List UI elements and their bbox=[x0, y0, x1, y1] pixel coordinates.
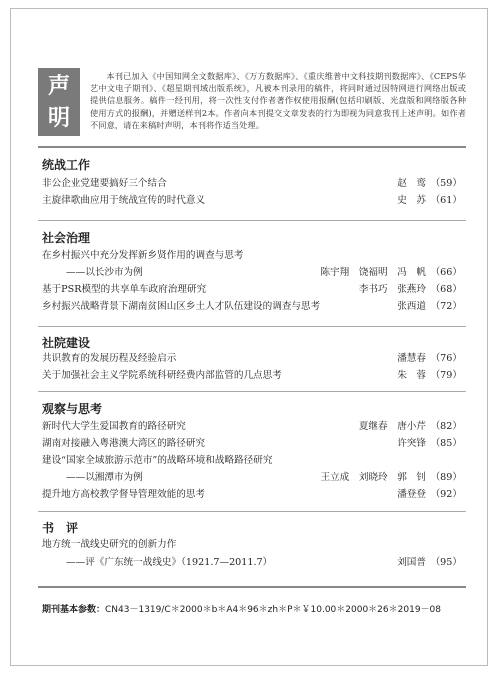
toc-entry[interactable] bbox=[42, 300, 462, 314]
entry-author: 潘慧春 bbox=[397, 353, 426, 364]
toc-entry[interactable] bbox=[42, 266, 462, 280]
journal-params bbox=[42, 602, 441, 615]
entry-title: 湖南对接融入粤港澳大湾区的路径研究 bbox=[42, 438, 206, 449]
section-title: 书 评 bbox=[42, 521, 79, 535]
toc-entry[interactable] bbox=[42, 283, 462, 297]
toc-entry[interactable] bbox=[42, 194, 462, 208]
entry-title: 新时代大学生爱国教育的路径研究 bbox=[42, 421, 186, 432]
entry-page: （66） bbox=[430, 267, 462, 278]
divider bbox=[38, 391, 466, 392]
entry-page: （92） bbox=[430, 489, 462, 500]
entry-author: 李书巧 张燕玲 bbox=[358, 284, 426, 295]
notice-text: 本刊已加入《中国知网全文数据库》、《万方数据库》、《重庆维普中文科技期刊数据库》、《CEPS华艺中文电子期刊》、《超星期刊域出版系统》，凡被本刊录用的稿件，将同时通过因特网进行网络出版或提供信息服务。稿件一经刊用，将一次性支付作者著作权使用报酬(包括印刷版、光盘版和网络版各种使用方式的报酬)，并赠送样刊2本。作者向本刊提交文章发表的行为即视为同意我刊上述声明。如作者不同意，请在来稿时声明，本刊将作适当处理。 bbox=[90, 71, 466, 130]
entry-page: （68） bbox=[430, 284, 462, 295]
entry-page: （61） bbox=[430, 195, 462, 206]
entry-title: 非公企业党建要搞好三个结合 bbox=[42, 178, 167, 189]
entry-page: （72） bbox=[430, 301, 462, 312]
entry-author: 史 苏 bbox=[397, 195, 426, 206]
entry-title: ——以湘潭市为例 bbox=[66, 472, 143, 483]
entry-title: ——评《广东统一战线史》（1921.7—2011.7） bbox=[66, 557, 273, 568]
toc-entry[interactable] bbox=[42, 420, 462, 434]
journal-params-label: 期刊基本参数： bbox=[42, 605, 106, 615]
entry-title: 关于加强社会主义学院系统科研经费内部监管的几点思考 bbox=[42, 370, 282, 381]
entry-author: 王立成 刘晓玲 郭 钊 bbox=[320, 472, 426, 483]
journal-params-value: CN43－1319/C＊2000＊b＊A4＊96＊zh＊P＊￥10.00＊2000＊26＊2019－08 bbox=[105, 605, 441, 615]
divider bbox=[38, 326, 466, 327]
entry-title: 在乡村振兴中充分发挥新乡贤作用的调查与思考 bbox=[42, 250, 244, 261]
entry-author: 许突锋 bbox=[397, 438, 426, 449]
entry-title: 主旋律歌曲应用于统战宣传的时代意义 bbox=[42, 195, 206, 206]
entry-title: 乡村振兴战略背景下湖南贫困山区乡土人才队伍建设的调查与思考 bbox=[42, 301, 321, 312]
entry-page: （95） bbox=[430, 557, 462, 568]
notice-label: 声明 bbox=[38, 68, 80, 136]
entry-page: （89） bbox=[430, 472, 462, 483]
divider bbox=[38, 220, 466, 221]
notice-block bbox=[38, 68, 466, 136]
toc-entry[interactable] bbox=[42, 177, 462, 191]
divider bbox=[38, 511, 466, 512]
divider bbox=[38, 586, 466, 588]
toc-entry[interactable] bbox=[42, 556, 462, 570]
toc-entry[interactable] bbox=[42, 488, 462, 502]
divider bbox=[38, 146, 466, 148]
entry-title: 基于PSR模型的共享单车政府治理研究 bbox=[42, 284, 207, 295]
section-title: 社会治理 bbox=[42, 231, 91, 245]
entry-page: （59） bbox=[430, 178, 462, 189]
entry-page: （82） bbox=[430, 421, 462, 432]
entry-title: ——以长沙市为例 bbox=[66, 267, 143, 278]
toc-entry[interactable] bbox=[42, 471, 462, 485]
toc-entry[interactable] bbox=[42, 369, 462, 383]
entry-page: （79） bbox=[430, 370, 462, 381]
entry-author: 陈宇翔 饶福明 冯 帆 bbox=[320, 267, 426, 278]
entry-title: 提升地方高校教学督导管理效能的思考 bbox=[42, 489, 206, 500]
entry-author: 刘国普 bbox=[397, 557, 426, 568]
entry-title: 共识教育的发展历程及经验启示 bbox=[42, 353, 177, 364]
toc-entry[interactable] bbox=[42, 352, 462, 366]
section-title: 统战工作 bbox=[42, 158, 91, 172]
toc-entry[interactable] bbox=[42, 249, 462, 263]
entry-page: （85） bbox=[430, 438, 462, 449]
entry-page: （76） bbox=[430, 353, 462, 364]
entry-author: 朱 蓉 bbox=[397, 370, 426, 381]
entry-author: 赵 鸾 bbox=[397, 178, 426, 189]
entry-author: 潘登登 bbox=[397, 489, 426, 500]
toc-entry[interactable] bbox=[42, 454, 462, 468]
section-title: 社院建设 bbox=[42, 336, 91, 350]
entry-author: 夏继春 唐小芹 bbox=[358, 421, 426, 432]
entry-title: 地方统一战线史研究的创新力作 bbox=[42, 539, 177, 550]
entry-title: 建设“国家全域旅游示范市”的战略环境和战略路径研究 bbox=[42, 455, 273, 466]
entry-author: 张西道 bbox=[397, 301, 426, 312]
section-title: 观察与思考 bbox=[42, 402, 103, 416]
toc-entry[interactable] bbox=[42, 538, 462, 552]
toc-entry[interactable] bbox=[42, 437, 462, 451]
